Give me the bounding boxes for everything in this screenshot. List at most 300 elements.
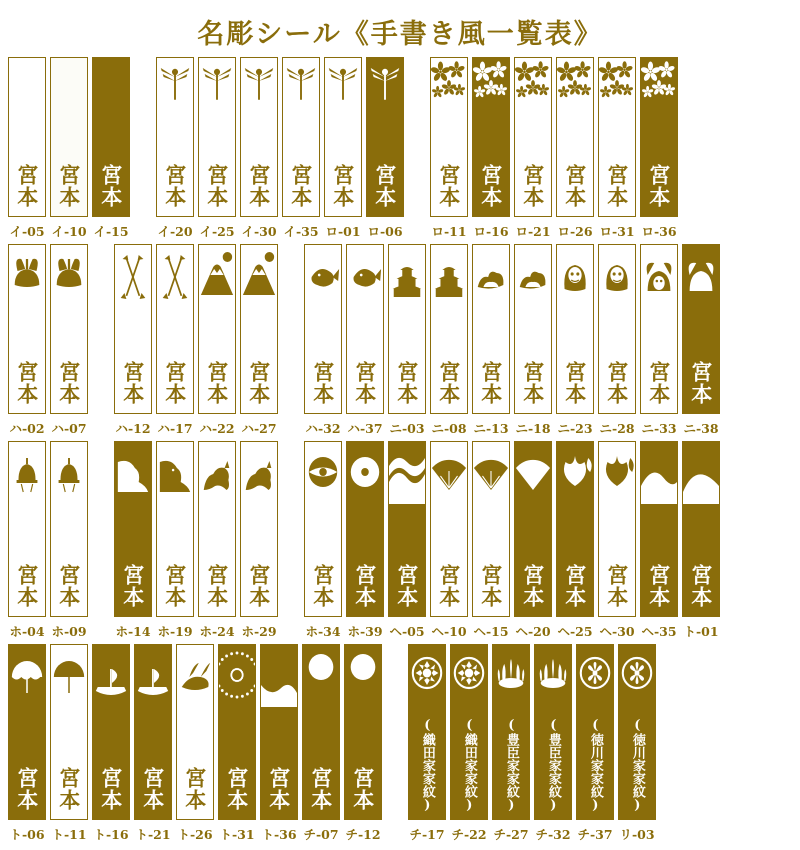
decoration-wave-inv-icon [389, 442, 425, 504]
decoration-temari-inv-icon [347, 442, 383, 504]
sticker-cell[interactable] [282, 57, 320, 240]
sticker-name-text: 宮本 [646, 164, 672, 208]
sticker-code-label: ハ-02 [9, 421, 45, 436]
sticker-preview[interactable] [240, 244, 278, 414]
sticker-preview[interactable] [92, 644, 130, 820]
sticker-preview[interactable] [346, 441, 384, 617]
sticker-name-text: 宮本 [350, 767, 376, 811]
sticker-name-text: 宮本 [14, 767, 40, 811]
sticker-code-label: ロ-11 [431, 224, 467, 239]
decoration-fuji-icon [199, 245, 235, 307]
sticker-preview[interactable] [408, 644, 446, 820]
sticker-cell[interactable] [8, 244, 46, 437]
sticker-preview[interactable] [8, 57, 46, 217]
sticker-code-label: チ-12 [345, 827, 381, 842]
sticker-cell[interactable] [514, 244, 552, 437]
sticker-group [154, 57, 406, 240]
sticker-cell[interactable] [640, 441, 678, 640]
sticker-group [112, 244, 280, 437]
decoration-sakura-icon [431, 58, 467, 120]
sticker-group [112, 441, 280, 640]
sticker-cell[interactable] [176, 644, 214, 843]
sticker-name-text: 宮本 [56, 361, 82, 405]
sticker-name-text: 宮本 [246, 361, 272, 405]
decoration-mon-tokugawa-icon [577, 645, 613, 707]
sticker-cell[interactable] [430, 57, 468, 240]
sticker-code-label: イ-05 [9, 224, 45, 239]
sticker-preview[interactable] [8, 644, 46, 820]
sticker-code-label: チ-27 [493, 827, 529, 842]
sticker-preview[interactable] [472, 441, 510, 617]
sticker-preview[interactable] [344, 644, 382, 820]
sticker-cell[interactable] [472, 441, 510, 640]
sticker-cell[interactable] [344, 644, 382, 843]
sticker-cell[interactable] [556, 244, 594, 437]
sticker-code-label: ニ-13 [473, 421, 509, 436]
sticker-name-text: 宮本 [266, 767, 292, 811]
sticker-cell[interactable] [304, 244, 342, 437]
sticker-name-text: 宮本 [646, 361, 672, 405]
sticker-cell[interactable] [618, 644, 656, 843]
sticker-cell[interactable] [156, 244, 194, 437]
sticker-name-text: 宮本 [394, 361, 420, 405]
sticker-preview[interactable] [92, 57, 130, 217]
sticker-cell[interactable] [134, 644, 172, 843]
decoration-horse-icon [199, 442, 235, 504]
decoration-dragonfly-icon [241, 58, 277, 120]
decoration-mon-oda-icon [409, 645, 445, 707]
sticker-preview[interactable] [556, 57, 594, 217]
sticker-name-text: 宮本 [182, 767, 208, 811]
decoration-hill-inv3-icon [261, 645, 297, 707]
sticker-cell[interactable] [598, 244, 636, 437]
decoration-horse-icon [241, 442, 277, 504]
decoration-samurai-inv-icon [683, 245, 719, 307]
sticker-code-label: ヘ-30 [599, 624, 635, 639]
sticker-cell[interactable] [198, 57, 236, 240]
sticker-preview[interactable] [218, 644, 256, 820]
sticker-cell[interactable] [388, 441, 426, 640]
sticker-code-label: ハ-07 [51, 421, 87, 436]
sticker-code-label: ニ-23 [557, 421, 593, 436]
sticker-cell[interactable] [430, 244, 468, 437]
sticker-code-label: ロ-06 [367, 224, 403, 239]
sticker-name-text: 宮本 [246, 164, 272, 208]
sticker-cell[interactable] [92, 57, 130, 240]
decoration-profile-icon [157, 442, 193, 504]
sticker-code-label: ハ-32 [305, 421, 341, 436]
sticker-name-text: 宮本 [120, 361, 146, 405]
sticker-name-text: 宮本 [288, 164, 314, 208]
sticker-name-text: 宮本 [478, 164, 504, 208]
sticker-preview[interactable] [198, 441, 236, 617]
sticker-code-label: チ-37 [577, 827, 613, 842]
sticker-cell[interactable] [92, 644, 130, 843]
sticker-cell[interactable] [682, 441, 720, 640]
sticker-cell[interactable] [50, 644, 88, 843]
decoration-hill-inv-icon [641, 442, 677, 504]
sticker-cell[interactable] [218, 644, 256, 843]
decoration-sakura-inv-icon [641, 58, 677, 120]
sticker-name-text: 宮本 [56, 564, 82, 608]
decoration-sakura-icon [599, 58, 635, 120]
decoration-crane-icon [177, 645, 213, 707]
sticker-group [6, 644, 384, 843]
sticker-code-label: チ-22 [451, 827, 487, 842]
sticker-name-text: 宮本 [120, 564, 146, 608]
sticker-preview[interactable] [114, 244, 152, 414]
decoration-kabuto-icon [9, 245, 45, 307]
sticker-cell[interactable] [240, 244, 278, 437]
sticker-name-text: (徳川家家紋) [587, 718, 603, 813]
sticker-preview[interactable] [50, 57, 88, 217]
decoration-umbrella-inv-icon [9, 645, 45, 707]
sticker-preview[interactable] [514, 441, 552, 617]
sticker-preview[interactable] [598, 441, 636, 617]
sticker-code-label: ト-31 [219, 827, 255, 842]
sticker-code-label: ヘ-35 [641, 624, 677, 639]
sticker-name-text: 宮本 [478, 361, 504, 405]
sticker-row [6, 441, 794, 640]
sticker-cell[interactable] [366, 57, 404, 240]
decoration-dragonfly-icon [199, 58, 235, 120]
decoration-koi-icon [305, 245, 341, 307]
sticker-preview[interactable] [682, 441, 720, 617]
sticker-group [302, 441, 722, 640]
decoration-fireworks-inv-icon [219, 645, 255, 707]
sticker-preview[interactable] [304, 244, 342, 414]
sticker-name-text: 宮本 [562, 564, 588, 608]
sticker-code-label: ロ-26 [557, 224, 593, 239]
sticker-name-text: 宮本 [372, 164, 398, 208]
sticker-preview[interactable] [682, 244, 720, 414]
sticker-preview[interactable] [114, 441, 152, 617]
sticker-code-label: ハ-12 [115, 421, 151, 436]
sticker-preview[interactable] [388, 244, 426, 414]
decoration-bell-icon [51, 442, 87, 504]
sticker-cell[interactable] [50, 244, 88, 437]
sticker-name-text: 宮本 [162, 361, 188, 405]
decoration-castle-icon [431, 245, 467, 307]
sticker-cell[interactable] [556, 441, 594, 640]
sticker-cell[interactable] [450, 644, 488, 843]
sticker-code-label: ロ-16 [473, 224, 509, 239]
sticker-group [6, 441, 90, 640]
sticker-name-text: 宮本 [520, 564, 546, 608]
sticker-code-label: ニ-38 [683, 421, 719, 436]
sticker-name-text: 宮本 [162, 164, 188, 208]
sticker-name-text: (織田家家紋) [461, 718, 477, 813]
sticker-code-label: イ-15 [93, 224, 129, 239]
sticker-preview[interactable] [50, 441, 88, 617]
sticker-code-label: ニ-28 [599, 421, 635, 436]
sticker-preview[interactable] [430, 57, 468, 217]
sticker-cell[interactable] [240, 441, 278, 640]
sticker-cell[interactable] [50, 57, 88, 240]
sticker-preview[interactable] [598, 244, 636, 414]
sticker-preview[interactable] [8, 244, 46, 414]
decoration-fuji-icon [241, 245, 277, 307]
sticker-name-text: 宮本 [14, 164, 40, 208]
sticker-name-text: (徳川家家紋) [629, 718, 645, 813]
sticker-preview[interactable] [156, 441, 194, 617]
sticker-cell[interactable] [408, 644, 446, 843]
sticker-name-text: 宮本 [688, 564, 714, 608]
sticker-name-text: 宮本 [98, 164, 124, 208]
sticker-code-label: ホ-39 [347, 624, 383, 639]
sticker-preview[interactable] [134, 644, 172, 820]
sticker-preview[interactable] [8, 441, 46, 617]
sticker-preview[interactable] [324, 57, 362, 217]
sticker-cell[interactable] [198, 244, 236, 437]
sticker-cell[interactable] [8, 644, 46, 843]
sticker-preview[interactable] [240, 57, 278, 217]
sticker-name-text: 宮本 [478, 564, 504, 608]
sticker-name-text: 宮本 [204, 164, 230, 208]
sticker-cell[interactable] [682, 244, 720, 437]
sticker-preview[interactable] [534, 644, 572, 820]
sticker-preview[interactable] [514, 57, 552, 217]
sticker-name-text: 宮本 [204, 361, 230, 405]
decoration-mon-toyotomi-icon [535, 645, 571, 707]
sticker-group [302, 244, 722, 437]
sticker-code-label: ト-01 [683, 624, 719, 639]
decoration-pine-icon [473, 245, 509, 307]
sticker-preview[interactable] [198, 244, 236, 414]
sticker-name-text: 宮本 [562, 164, 588, 208]
sticker-code-label: ハ-37 [347, 421, 383, 436]
sticker-preview[interactable] [176, 644, 214, 820]
sticker-name-text: 宮本 [394, 564, 420, 608]
sticker-code-label: イ-20 [157, 224, 193, 239]
decoration-umbrella-icon [51, 645, 87, 707]
sticker-cell[interactable] [556, 57, 594, 240]
sticker-name-text: 宮本 [688, 361, 714, 405]
sticker-group [406, 644, 658, 843]
sticker-code-label: ホ-19 [157, 624, 193, 639]
sticker-row [6, 57, 794, 240]
sticker-cell[interactable] [302, 644, 340, 843]
sticker-code-label: ホ-09 [51, 624, 87, 639]
sticker-cell[interactable] [514, 57, 552, 240]
sticker-name-text: 宮本 [352, 361, 378, 405]
sticker-preview[interactable] [304, 441, 342, 617]
sticker-name-text: 宮本 [140, 767, 166, 811]
sticker-cell[interactable] [8, 441, 46, 640]
sticker-code-label: ロ-01 [325, 224, 361, 239]
decoration-sakura-icon [557, 58, 593, 120]
sticker-preview[interactable] [346, 244, 384, 414]
decoration-dragonfly-icon [325, 58, 361, 120]
sticker-preview[interactable] [472, 244, 510, 414]
sticker-name-text: 宮本 [436, 164, 462, 208]
sticker-name-text: 宮本 [98, 767, 124, 811]
decoration-mon-tokugawa-icon [619, 645, 655, 707]
decoration-dragonfly-inv-icon [367, 58, 403, 120]
sticker-cell[interactable] [114, 441, 152, 640]
sticker-preview[interactable] [50, 644, 88, 820]
sticker-cell[interactable] [50, 441, 88, 640]
sticker-cell[interactable] [304, 441, 342, 640]
sticker-name-text: 宮本 [310, 361, 336, 405]
sticker-cell[interactable] [598, 57, 636, 240]
sticker-cell[interactable] [514, 441, 552, 640]
sticker-cell[interactable] [640, 57, 678, 240]
sticker-name-text: (豊臣家家紋) [503, 718, 519, 813]
sticker-name-text: (豊臣家家紋) [545, 718, 561, 813]
sticker-code-label: ヘ-20 [515, 624, 551, 639]
sticker-preview[interactable] [260, 644, 298, 820]
sticker-group [428, 57, 680, 240]
sticker-name-text: 宮本 [604, 564, 630, 608]
sticker-cell[interactable] [324, 57, 362, 240]
sticker-code-label: ロ-36 [641, 224, 677, 239]
sticker-preview[interactable] [640, 57, 678, 217]
sticker-cell[interactable] [198, 441, 236, 640]
sticker-code-label: ハ-22 [199, 421, 235, 436]
sticker-cell[interactable] [260, 644, 298, 843]
sticker-preview[interactable] [156, 244, 194, 414]
decoration-mon-oda-icon [451, 645, 487, 707]
sticker-cell[interactable] [472, 57, 510, 240]
sticker-preview[interactable] [282, 57, 320, 217]
decoration-profile-inv-icon [115, 442, 151, 504]
sticker-name-text: 宮本 [246, 564, 272, 608]
sticker-preview[interactable] [556, 244, 594, 414]
sticker-group [6, 244, 90, 437]
sticker-group [6, 57, 132, 240]
decoration-fan-inv-icon [515, 442, 551, 504]
sticker-preview[interactable] [302, 644, 340, 820]
sticker-code-label: ハ-27 [241, 421, 277, 436]
sticker-cell[interactable] [388, 244, 426, 437]
decoration-bell-icon [9, 442, 45, 504]
sticker-cell[interactable] [346, 441, 384, 640]
sticker-code-label: ニ-18 [515, 421, 551, 436]
sticker-preview[interactable] [514, 244, 552, 414]
sticker-name-text: 宮本 [330, 164, 356, 208]
sticker-code-label: ト-06 [9, 827, 45, 842]
decoration-daruma-icon [557, 245, 593, 307]
decoration-dragonfly-icon [283, 58, 319, 120]
sticker-code-label: ロ-21 [515, 224, 551, 239]
decoration-boat-inv-icon [135, 645, 171, 707]
sticker-name-text: 宮本 [436, 564, 462, 608]
sticker-code-label: チ-07 [303, 827, 339, 842]
sticker-code-label: イ-35 [283, 224, 319, 239]
decoration-samurai-icon [641, 245, 677, 307]
sticker-row [6, 644, 794, 843]
sticker-name-text: 宮本 [56, 164, 82, 208]
sticker-cell[interactable] [156, 441, 194, 640]
sticker-name-text: 宮本 [56, 767, 82, 811]
sticker-code-label: ホ-24 [199, 624, 235, 639]
sticker-preview[interactable] [198, 57, 236, 217]
decoration-leaf-inv-icon [557, 442, 593, 504]
sticker-code-label: ト-36 [261, 827, 297, 842]
sticker-name-text: 宮本 [162, 564, 188, 608]
sticker-rows [0, 57, 800, 843]
sticker-code-label: ヘ-15 [473, 624, 509, 639]
decoration-temari-icon [305, 442, 341, 504]
sticker-name-text: 宮本 [520, 361, 546, 405]
sticker-code-label: ホ-04 [9, 624, 45, 639]
decoration-arrows-icon [157, 245, 193, 307]
sticker-cell[interactable] [114, 244, 152, 437]
sticker-preview[interactable] [430, 441, 468, 617]
sticker-preview[interactable] [156, 57, 194, 217]
decoration-fan-icon [473, 442, 509, 504]
sticker-preview[interactable] [240, 441, 278, 617]
sticker-code-label: ホ-29 [241, 624, 277, 639]
sticker-cell[interactable] [8, 57, 46, 240]
sticker-cell[interactable] [576, 644, 614, 843]
sticker-preview[interactable] [366, 57, 404, 217]
sticker-preview[interactable] [598, 57, 636, 217]
sticker-name-text: 宮本 [352, 564, 378, 608]
decoration-koi-icon [347, 245, 383, 307]
sticker-name-text: 宮本 [562, 361, 588, 405]
sticker-cell[interactable] [156, 57, 194, 240]
sticker-cell[interactable] [534, 644, 572, 843]
sticker-cell[interactable] [472, 244, 510, 437]
sticker-row [6, 244, 794, 437]
sticker-preview[interactable] [492, 644, 530, 820]
sticker-cell[interactable] [240, 57, 278, 240]
sticker-preview[interactable] [388, 441, 426, 617]
decoration-leaf-icon [599, 442, 635, 504]
sticker-name-text: 宮本 [310, 564, 336, 608]
sticker-preview[interactable] [450, 644, 488, 820]
sticker-code-label: ロ-31 [599, 224, 635, 239]
sticker-name-text: 宮本 [14, 361, 40, 405]
sticker-preview[interactable] [556, 441, 594, 617]
sticker-code-label: ト-26 [177, 827, 213, 842]
sticker-name-text: 宮本 [604, 361, 630, 405]
sticker-cell[interactable] [492, 644, 530, 843]
sticker-code-label: イ-10 [51, 224, 87, 239]
sticker-preview[interactable] [640, 441, 678, 617]
sticker-preview[interactable] [50, 244, 88, 414]
page-title: 名彫シール《手書き風一覧表》 [197, 19, 603, 50]
decoration-arrows-icon [115, 245, 151, 307]
sticker-code-label: ト-16 [93, 827, 129, 842]
sticker-code-label: イ-30 [241, 224, 277, 239]
decoration-moon-inv-icon [303, 645, 339, 707]
sticker-preview[interactable] [472, 57, 510, 217]
sticker-preview[interactable] [430, 244, 468, 414]
sticker-name-text: 宮本 [308, 767, 334, 811]
sticker-name-text: 宮本 [646, 564, 672, 608]
sticker-code-label: ト-21 [135, 827, 171, 842]
sticker-cell[interactable] [430, 441, 468, 640]
sticker-name-text: 宮本 [436, 361, 462, 405]
sticker-preview[interactable] [576, 644, 614, 820]
sticker-cell[interactable] [346, 244, 384, 437]
sticker-preview[interactable] [618, 644, 656, 820]
decoration-kabuto-icon [51, 245, 87, 307]
sticker-preview[interactable] [640, 244, 678, 414]
sticker-code-label: ホ-14 [115, 624, 151, 639]
sticker-code-label: ヘ-05 [389, 624, 425, 639]
sticker-name-text: (織田家家紋) [419, 718, 435, 813]
sticker-code-label: リ-03 [619, 827, 655, 842]
decoration-hill-inv2-icon [683, 442, 719, 504]
sticker-cell[interactable] [598, 441, 636, 640]
sticker-code-label: ヘ-10 [431, 624, 467, 639]
sticker-code-label: ハ-17 [157, 421, 193, 436]
sticker-cell[interactable] [640, 244, 678, 437]
